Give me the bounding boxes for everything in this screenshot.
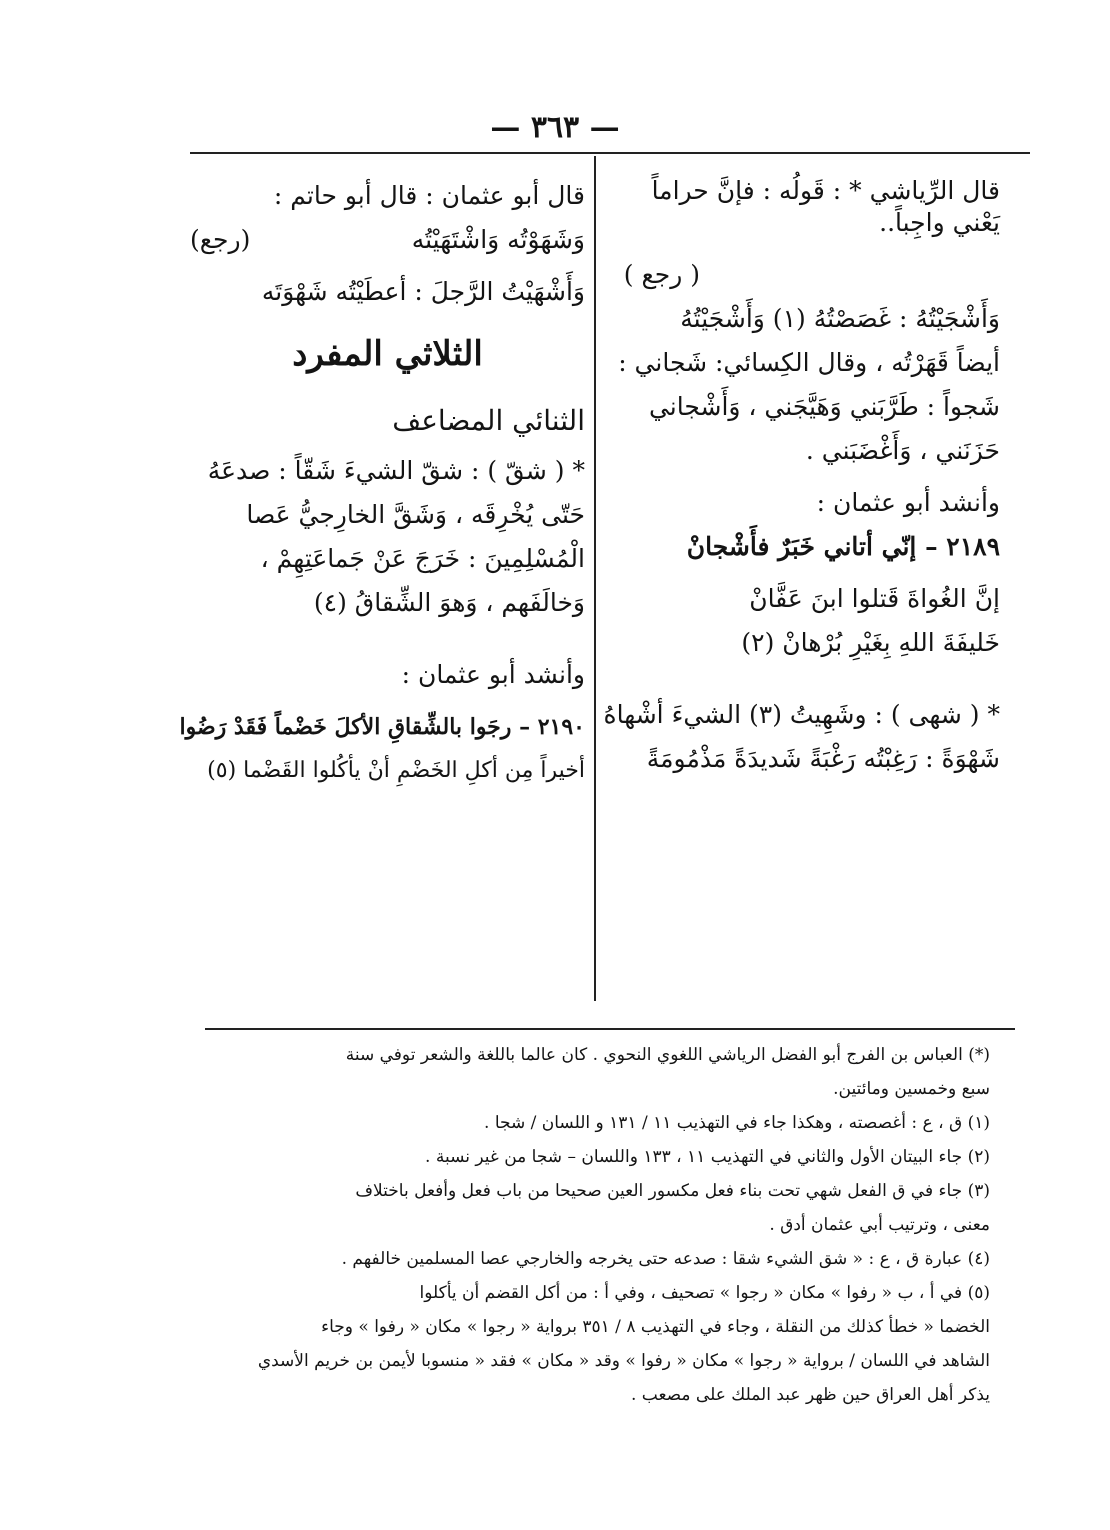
text-line: أيضاً قَهَرْتُه ، وقال الكِسائي: شَجاني : bbox=[618, 348, 1000, 377]
footnote-line: معنى ، وترتيب أبي عثمان أدق . bbox=[769, 1215, 990, 1235]
column-divider bbox=[594, 156, 596, 1001]
poem-line: ٢١٩٠ – رجَوا بالشِّقاقِ الأكلَ خَضْماً فَقَدْ رَضُوا bbox=[179, 714, 585, 740]
page-number: — ٣٦٣ — bbox=[490, 110, 620, 145]
poem-line: ٢١٨٩ – إنّي أتاني خَبَرٌ فأَشْجانْ bbox=[686, 532, 1000, 561]
footnotes bbox=[190, 1040, 990, 1414]
entry-line: شَهْوَةً : رَغِبْتُه رَغْبَةً شَديدَةً مَذْمُومَةً bbox=[646, 744, 1000, 773]
entry-line: * ( شهى ) : وشَهِيتُ (٣) الشيءَ أشْهاهُ bbox=[603, 700, 1000, 729]
footnote-line: الشاهد في اللسان / برواية « رجوا » مكان « رفوا » وقد « مكان » فقد « منسوبا لأيمن بن خريم الأسدي bbox=[257, 1351, 990, 1371]
entry-line: وَخالَفَهم ، وَهوَ الشِّقاقُ (٤) bbox=[313, 588, 585, 617]
entry-line: الْمُسْلِمِينَ : خَرَجَ عَنْ جَماعَتِهِمْ ، bbox=[260, 544, 585, 573]
text-line: وَأَشْهَيْتُ الرَّجلَ : أعطَيْتُه شَهْوَتَه bbox=[261, 277, 585, 306]
footnote-line: (١) ق ، ع : أغصصته ، وهكذا جاء في التهذيب ١١ / ١٣١ و اللسان / شجا . bbox=[484, 1113, 990, 1133]
subheading: الثنائي المضاعف bbox=[392, 404, 585, 437]
footnote-line: (*) العباس بن الفرج أبو الفضل الرياشي اللغوي النحوي . كان عالما باللغة والشعر توفي سنة bbox=[345, 1045, 990, 1065]
footnote-rule bbox=[205, 1028, 1015, 1030]
right-column bbox=[605, 175, 1000, 775]
text-line: شَجواً : طَرَّبَني وَهَيَّجَني ، وَأَشْجاني bbox=[648, 392, 1000, 421]
footnote-line: الخضما « خطأ كذلك من النقلة ، وجاء في التهذيب ٨ / ٣٥١ برواية « رجوا » مكان « رفوا » وجاء bbox=[321, 1317, 990, 1337]
left-column bbox=[179, 180, 585, 787]
header-rule bbox=[190, 152, 1030, 154]
footnote-line: يذكر أهل العراق حين ظهر عبد الملك على مصعب . bbox=[630, 1385, 990, 1405]
text-line: قال أبو عثمان : قال أبو حاتم : bbox=[273, 181, 585, 210]
footnote-line: (٥) في أ ، ب « رفوا » مكان « رجوا » تصحيف ، وفي أ : من أكل القضم أن يأكلوا bbox=[419, 1283, 990, 1303]
footnote-line: (٣) جاء في ق الفعل شهي تحت بناء فعل مكسور العين صحيحا من باب فعل وأفعل باختلاف bbox=[355, 1181, 990, 1201]
poem-line: خَليفَةَ اللهِ بِغَيْرِ بُرْهانْ (٢) bbox=[741, 628, 1000, 657]
footnote-line: سبع وخمسين ومائتين. bbox=[833, 1079, 990, 1099]
text-line: قال الرِّياشي * : قَولُه : فإنَّ حراماً bbox=[651, 176, 1000, 205]
entry-line: حَتّى يُخْرِقَه ، وَشَقَّ الخارِجيُّ عَصا bbox=[246, 500, 585, 529]
section-title: الثلاثي المفرد bbox=[292, 334, 483, 374]
poem-line: إنَّ الغُواةَ قَتلوا ابنَ عَفَّانْ bbox=[749, 584, 1000, 613]
entry-line: * ( شقّ ) : شقّ الشيءَ شَقّاً : صدعَهُ bbox=[207, 456, 585, 485]
text-line: وَأَشْجَيْتُهُ : غَصَصْتُهُ (١) وَأَشْجَيْتُهُ bbox=[680, 304, 1000, 333]
recited-intro: وأنشد أبو عثمان : bbox=[401, 660, 585, 689]
footnote-line: (٤) عبارة ق ، ع : « شق الشيء شقا : صدعه حتى يخرجه والخارجي عصا المسلمين خالفهم . bbox=[341, 1249, 990, 1269]
text-line: حَزَنَني ، وَأَغْضَبَني . bbox=[805, 436, 1000, 465]
poem-line: أخيراً مِن أكلِ الخَضْمِ أنْ يأكُلوا القَضْما (٥) bbox=[207, 758, 585, 783]
text-line: وَشَهَوْتُه وَاشْتَهَيْتُه bbox=[411, 225, 585, 254]
recited-intro: وأنشد أبو عثمان : bbox=[816, 488, 1000, 517]
meter-label: ( رجع ) bbox=[623, 260, 700, 289]
text-line: يَعْني واجِباً.. bbox=[879, 208, 1000, 237]
footnote-line: (٢) جاء البيتان الأول والثاني في التهذيب ١١ ، ١٣٣ واللسان – شجا من غير نسبة . bbox=[425, 1147, 990, 1167]
meter-label: (رجع) bbox=[190, 225, 251, 254]
